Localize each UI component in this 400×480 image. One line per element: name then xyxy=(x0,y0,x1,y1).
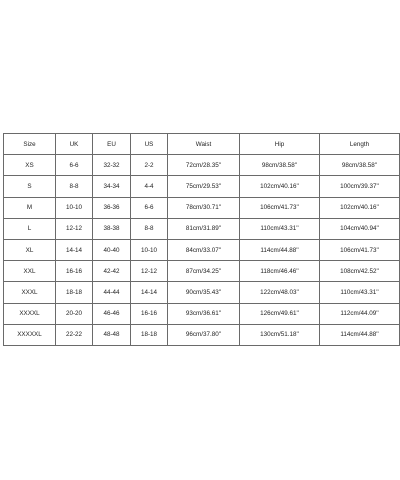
header-cell: UK xyxy=(56,134,93,155)
table-cell: 112cm/44.09'' xyxy=(320,303,400,324)
table-cell: 38-38 xyxy=(93,218,131,239)
table-cell: 114cm/44.88'' xyxy=(320,324,400,345)
table-row xyxy=(4,303,400,324)
header-cell: US xyxy=(131,134,168,155)
table-cell: 36-36 xyxy=(93,197,131,218)
table-cell: 14-14 xyxy=(56,239,93,260)
table-cell: 8-8 xyxy=(131,218,168,239)
table-cell: XXXXL xyxy=(4,303,56,324)
table-cell: 96cm/37.80'' xyxy=(168,324,240,345)
table-row xyxy=(4,197,400,218)
header-cell: Waist xyxy=(168,134,240,155)
table-cell: 84cm/33.07'' xyxy=(168,239,240,260)
table-row xyxy=(4,176,400,197)
table-cell: 10-10 xyxy=(131,239,168,260)
table-cell: 108cm/42.52'' xyxy=(320,261,400,282)
table-row xyxy=(4,218,400,239)
table-cell: XXXXXL xyxy=(4,324,56,345)
table-cell: 8-8 xyxy=(56,176,93,197)
table-cell: M xyxy=(4,197,56,218)
table-cell: 81cm/31.89'' xyxy=(168,218,240,239)
table-cell: 100cm/39.37'' xyxy=(320,176,400,197)
size-chart-table xyxy=(3,133,400,346)
table-row xyxy=(4,282,400,303)
table-cell: 18-18 xyxy=(131,324,168,345)
table-cell: 14-14 xyxy=(131,282,168,303)
table-cell: 102cm/40.16'' xyxy=(240,176,320,197)
table-cell: 93cm/36.61'' xyxy=(168,303,240,324)
table-cell: XXXL xyxy=(4,282,56,303)
table-cell: 6-6 xyxy=(56,155,93,176)
table-cell: 20-20 xyxy=(56,303,93,324)
table-row xyxy=(4,261,400,282)
table-row xyxy=(4,239,400,260)
table-cell: 122cm/48.03'' xyxy=(240,282,320,303)
table-cell: 34-34 xyxy=(93,176,131,197)
table-cell: 2-2 xyxy=(131,155,168,176)
table-cell: 40-40 xyxy=(93,239,131,260)
table-row xyxy=(4,324,400,345)
table-cell: XL xyxy=(4,239,56,260)
table-cell: 44-44 xyxy=(93,282,131,303)
table-cell: 98cm/38.58'' xyxy=(240,155,320,176)
table-cell: 106cm/41.73'' xyxy=(240,197,320,218)
table-cell: 16-16 xyxy=(131,303,168,324)
table-header-row xyxy=(4,134,400,155)
table-cell: 12-12 xyxy=(56,218,93,239)
header-cell: Size xyxy=(4,134,56,155)
table-cell: XS xyxy=(4,155,56,176)
table-cell: L xyxy=(4,218,56,239)
table-cell: 130cm/51.18'' xyxy=(240,324,320,345)
table-cell: 72cm/28.35'' xyxy=(168,155,240,176)
table-cell: 6-6 xyxy=(131,197,168,218)
table-cell: 46-46 xyxy=(93,303,131,324)
table-cell: S xyxy=(4,176,56,197)
table-cell: 102cm/40.16'' xyxy=(320,197,400,218)
table-cell: 98cm/38.58'' xyxy=(320,155,400,176)
table-cell: 118cm/46.46'' xyxy=(240,261,320,282)
table-cell: XXL xyxy=(4,261,56,282)
table-cell: 126cm/49.61'' xyxy=(240,303,320,324)
table-cell: 18-18 xyxy=(56,282,93,303)
table-cell: 104cm/40.94'' xyxy=(320,218,400,239)
table-cell: 12-12 xyxy=(131,261,168,282)
table-cell: 32-32 xyxy=(93,155,131,176)
header-cell: EU xyxy=(93,134,131,155)
table-cell: 90cm/35.43'' xyxy=(168,282,240,303)
table-cell: 42-42 xyxy=(93,261,131,282)
table-cell: 78cm/30.71'' xyxy=(168,197,240,218)
table-cell: 114cm/44.88'' xyxy=(240,239,320,260)
table-cell: 106cm/41.73'' xyxy=(320,239,400,260)
table-cell: 4-4 xyxy=(131,176,168,197)
table-row xyxy=(4,155,400,176)
table-cell: 16-16 xyxy=(56,261,93,282)
table-cell: 87cm/34.25'' xyxy=(168,261,240,282)
table-cell: 10-10 xyxy=(56,197,93,218)
header-cell: Length xyxy=(320,134,400,155)
table-cell: 22-22 xyxy=(56,324,93,345)
table-cell: 110cm/43.31'' xyxy=(320,282,400,303)
table-cell: 110cm/43.31'' xyxy=(240,218,320,239)
table-cell: 75cm/29.53'' xyxy=(168,176,240,197)
table-cell: 48-48 xyxy=(93,324,131,345)
header-cell: Hip xyxy=(240,134,320,155)
